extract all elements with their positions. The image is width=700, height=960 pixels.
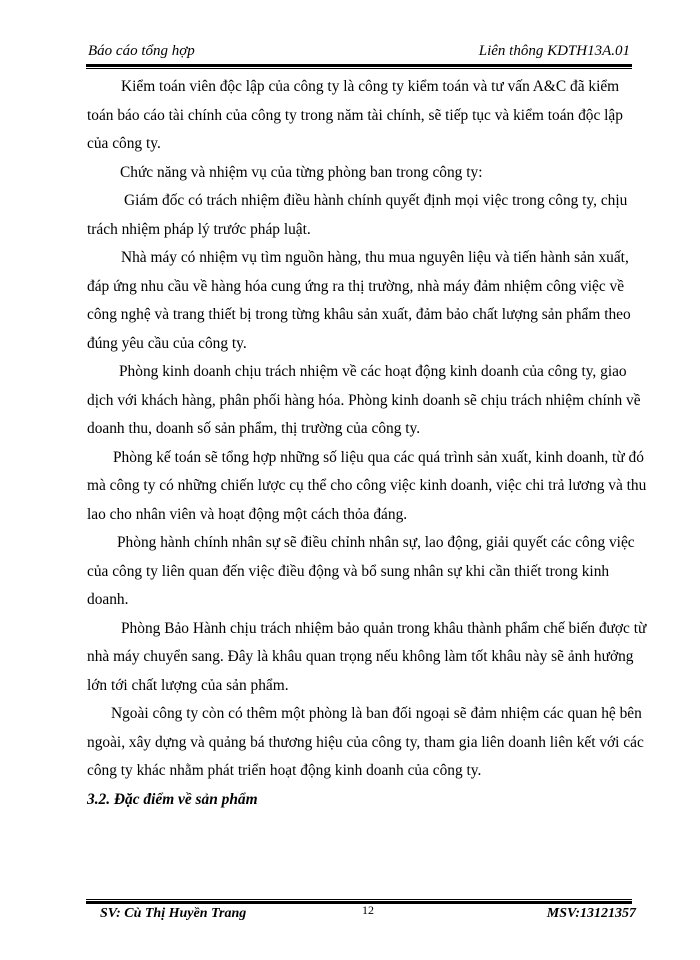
header-report-title: Báo cáo tổng hợp xyxy=(88,43,195,59)
header-class-code: Liên thông KDTH13A.01 xyxy=(478,43,630,59)
page-header xyxy=(88,42,630,64)
header-divider xyxy=(86,64,632,69)
paragraph-auditor: Kiểm toán viên độc lập của công ty là công ty kiểm toán và tư vấn A&C đã kiểm toán báo cáo tài chính của công ty trong năm tài chính, sẽ tiếp tục và kiểm toán độc lập của công ty. xyxy=(87,78,623,152)
paragraph-external-affairs: Ngoài công ty còn có thêm một phòng là ban đối ngoại sẽ đảm nhiệm các quan hệ bên ngoài, xây dựng và quảng bá thương hiệu của công ty, tham gia liên doanh liên kết với các công ty khác nhằm phát triển hoạt động kinh doanh của công ty. xyxy=(87,705,644,779)
footer-student-name: SV: Cù Thị Huyền Trang xyxy=(100,906,247,921)
paragraph-functions-intro: Chức năng và nhiệm vụ của từng phòng ban trong công ty: xyxy=(120,163,483,181)
section-heading: 3.2. Đặc điểm về sản phẩm xyxy=(87,790,258,808)
paragraph-accounting-dept: Phòng kế toán sẽ tổng hợp những số liệu qua các quá trình sản xuất, kinh doanh, từ đó mà công ty có những chiến lược cụ thể cho công việc kinh doanh, việc chi trả lương và thu lao cho nhân viên và hoạt động một cách thỏa đáng. xyxy=(87,448,647,523)
paragraph-hr-dept: Phòng hành chính nhân sự sẽ điều chỉnh nhân sự, lao động, giải quyết các công việc của công ty liên quan đến việc điều động và bổ sung nhân sự khi cần thiết trong kinh doanh. xyxy=(87,534,635,608)
page-footer xyxy=(100,903,636,926)
paragraph-factory: Nhà máy có nhiệm vụ tìm nguồn hàng, thu mua nguyên liệu và tiến hành sản xuất, đáp ứng nhu cầu về hàng hóa cung ứng ra thị trường, nhà máy đảm nhiệm công việc về công nghệ và trang thiết bị trong từng khâu sản xuất, đảm bảo chất lượng sản phẩm theo đúng yêu cầu của công ty. xyxy=(87,249,631,352)
paragraph-director: Giám đốc có trách nhiệm điều hành chính quyết định mọi việc trong công ty, chịu trách nhiệm pháp lý trước pháp luật. xyxy=(87,192,628,238)
document-body xyxy=(87,73,647,814)
footer-student-id: MSV:13121357 xyxy=(546,906,636,921)
page-number: 12 xyxy=(362,903,374,917)
paragraph-warranty-dept: Phòng Bảo Hành chịu trách nhiệm bảo quản trong khâu thành phẩm chế biến được từ nhà máy chuyển sang. Đây là khâu quan trọng nếu không làm tốt khâu này sẽ ảnh hưởng lớn tới chất lượng của sản phẩm. xyxy=(87,619,647,694)
paragraph-sales-dept: Phòng kinh doanh chịu trách nhiệm về các hoạt động kinh doanh của công ty, giao dịch với khách hàng, phân phối hàng hóa. Phòng kinh doanh sẽ chịu trách nhiệm chính về doanh thu, doanh số sản phẩm, thị trường của công ty. xyxy=(87,363,641,437)
footer-divider xyxy=(86,899,632,904)
